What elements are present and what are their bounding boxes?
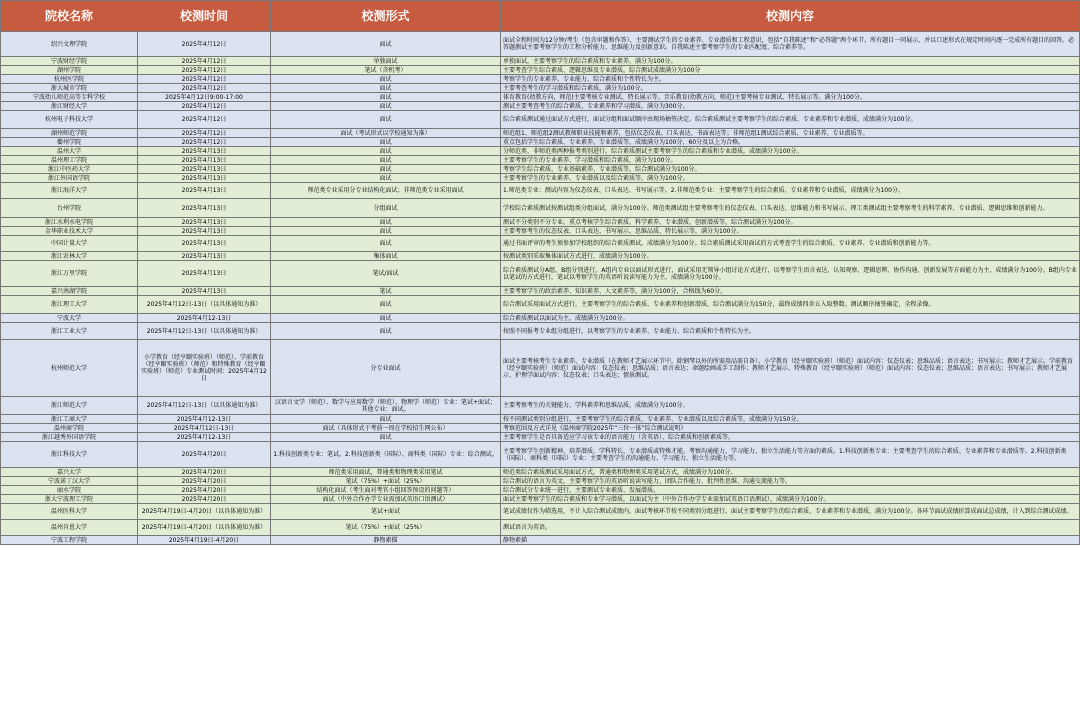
table-row bbox=[1, 129, 1080, 138]
test-form: 面试 bbox=[271, 433, 501, 442]
school-name: 湖州师范学院 bbox=[1, 129, 138, 138]
test-form: 结构化面试（考生面对考官小组回答预设的问题等） bbox=[271, 486, 501, 495]
table-row bbox=[1, 75, 1080, 84]
test-time: 2025年4月13日 bbox=[138, 156, 271, 165]
test-time: 2025年4月13日 bbox=[138, 199, 271, 218]
school-name: 浙江中医药大学 bbox=[1, 165, 138, 174]
test-time: 2025年4月12-13日 bbox=[138, 314, 271, 323]
school-name: 杭州医学院 bbox=[1, 75, 138, 84]
school-name: 浙大宁波理工学院 bbox=[1, 495, 138, 504]
test-content: 笔试成绩仅作为筛选用，不计入综合测试成绩内。面试考核环节按不同类别分组进行。面试主要考察学生的综合素质、专业素养和专业潜质，满分为100分。各环节面试成绩折算成面试总成绩，计入到综合测试成绩。 bbox=[501, 504, 1080, 520]
test-form: 面试 bbox=[271, 415, 501, 424]
school-name: 温州理工学院 bbox=[1, 156, 138, 165]
test-content: 主要考察学生是否具备适应学习该专业的语言能力（含英语）、综合素质和创新素质等。 bbox=[501, 433, 1080, 442]
test-time: 2025年4月13日 bbox=[138, 261, 271, 287]
test-time: 2025年4月12日 bbox=[138, 66, 271, 75]
table-row bbox=[1, 468, 1080, 477]
table-row bbox=[1, 340, 1080, 397]
table-row bbox=[1, 66, 1080, 75]
test-time: 2025年4月12日 bbox=[138, 138, 271, 147]
test-content: 静物素描 bbox=[501, 536, 1080, 545]
school-name: 浙江万里学院 bbox=[1, 261, 138, 287]
table-row bbox=[1, 183, 1080, 199]
test-time: 2025年4月13日 bbox=[138, 236, 271, 252]
test-time: 2025年4月12日-13日（以具体通知为准） bbox=[138, 397, 271, 415]
test-form: 分组面试 bbox=[271, 199, 501, 218]
test-time: 2025年4月13日 bbox=[138, 147, 271, 156]
test-time: 2025年4月13日 bbox=[138, 183, 271, 199]
test-content: 面试全程时间为12分钟/考生（包含审题和作答），主要测试学生的专业素养、专业潜质和工程意识，包括“自我陈述”和“必答题”两个环节。所有题目一同展示，并以口述形式在规定时间内逐一完成所有题目的回答。必答题测试主要考察学生的工程分析能力、思维能力及创新意识。自我陈述主要考察学生的专业匹配度、综合素养等。 bbox=[501, 32, 1080, 57]
table-row bbox=[1, 536, 1080, 545]
test-form: 面试 bbox=[271, 174, 501, 183]
school-name: 温州大学 bbox=[1, 147, 138, 156]
test-time: 2025年4月13日 bbox=[138, 174, 271, 183]
school-name: 浙江越秀外国语学院 bbox=[1, 433, 138, 442]
test-content: 面试主要考察学生的综合素质和专业学习潜质，以面试为主（中外合作办学专业需加试英语口语测试），成绩满分为100分。 bbox=[501, 495, 1080, 504]
test-content: 主要考察学生的专业素养、学习潜质和综合素质，满分为100分。 bbox=[501, 156, 1080, 165]
test-form: 单独面试 bbox=[271, 57, 501, 66]
school-name: 宁波财经学院 bbox=[1, 57, 138, 66]
school-name: 宁波诺丁汉大学 bbox=[1, 477, 138, 486]
test-time: 2025年4月19日-4月20日 bbox=[138, 536, 271, 545]
test-time: 2025年4月13日 bbox=[138, 252, 271, 261]
test-content: 主要考察学生的政治素养、知识素养、人文素养等，满分为100分，合格线为60分。 bbox=[501, 287, 1080, 296]
test-content: 综合素质测试通过面试方式进行，面试分组和面试顺序由现场抽签决定。综合素质测试主要考察学生的综合素质、专业素养和专业潜质，成绩满分为100分。 bbox=[501, 111, 1080, 129]
test-form: 面试（具体形式于考前一周在学校招生网公布） bbox=[271, 424, 501, 433]
school-name: 杭州电子科技大学 bbox=[1, 111, 138, 129]
test-time: 2025年4月12日 bbox=[138, 57, 271, 66]
test-content: 面试主要考核考生专业素养、专业潜质（在教师才艺展示环节中，除钢琴以外的所需用品需自备）。小学教育（经亨颐实验班）（师范）面试内容：仪态仪表；思维品质；语言表达；书写展示；教师才艺展示。学前教育（经亨颐实验班）（师范）面试内容：仪态仪表；思维品质；语言表达；命题绘画或手工制作；教师才艺展示、特殊教育（经亨颐实验班）（师范）面试内容：仪态仪表；思维品质；语言表达；书写展示；教师才艺展示、护理学面试内容：仪态仪表；口头表达；情景测试。 bbox=[501, 340, 1080, 397]
header-time: 校测时间 bbox=[138, 1, 271, 32]
table-row bbox=[1, 314, 1080, 323]
test-content: 测试不分类别不分专业，重点考核学生综合素质、科学素养、专业潜质、创新潜质等，综合测试满分为100分。 bbox=[501, 218, 1080, 227]
table-row bbox=[1, 252, 1080, 261]
school-name: 浙江工业大学 bbox=[1, 323, 138, 340]
test-time: 2025年4月19日-4月20日（以具体通知为准） bbox=[138, 520, 271, 536]
test-form: 面试 bbox=[271, 314, 501, 323]
school-name: 浙江农林大学 bbox=[1, 252, 138, 261]
test-content: 测试主要考查考生的综合素质、专业素养和学习潜质，满分为300分。 bbox=[501, 102, 1080, 111]
table-row bbox=[1, 287, 1080, 296]
test-form: 面试 bbox=[271, 236, 501, 252]
table-row bbox=[1, 424, 1080, 433]
school-name: 台州学院 bbox=[1, 199, 138, 218]
test-form: 笔试（75%）+面试（25%） bbox=[271, 520, 501, 536]
school-name: 中国计量大学 bbox=[1, 236, 138, 252]
school-name: 浙江财经大学 bbox=[1, 102, 138, 111]
test-time: 2025年4月13日 bbox=[138, 287, 271, 296]
table-row bbox=[1, 111, 1080, 129]
table-row bbox=[1, 236, 1080, 252]
school-name: 温州商学院 bbox=[1, 424, 138, 433]
test-form: 静物素描 bbox=[271, 536, 501, 545]
school-name: 浙江水利水电学院 bbox=[1, 218, 138, 227]
table-row bbox=[1, 32, 1080, 57]
school-name: 湖州学院 bbox=[1, 66, 138, 75]
test-time: 2025年4月12日 bbox=[138, 84, 271, 93]
test-content: 主要考查考生的学习潜质和综合素质，满分为100分。 bbox=[501, 84, 1080, 93]
test-content: 综合素质测试分A组、B组分别进行。A组内专业以面试形式进行，面试采用无领导小组讨论方式进行，以考察学生语言表达、认知观察、逻辑思辨、协作沟通、创新发展等方面能力为主，成绩满分为100分。B组内专业以笔试的方式进行，笔试以考察学生的英语听说读写能力为主，成绩满分为100分。 bbox=[501, 261, 1080, 287]
table-row bbox=[1, 433, 1080, 442]
test-form: 面试 bbox=[271, 218, 501, 227]
table-row bbox=[1, 218, 1080, 227]
test-form: 面试 bbox=[271, 147, 501, 156]
table-row bbox=[1, 296, 1080, 314]
school-name: 宁波工程学院 bbox=[1, 536, 138, 545]
test-form: 笔试 bbox=[271, 287, 501, 296]
test-time: 2025年4月12日-13日（以具体通知为准） bbox=[138, 296, 271, 314]
table-body bbox=[1, 32, 1080, 545]
test-content: 1.师范类专业：测试内容为仪态仪表、口头表达、书写展示等。2.非师范类专业：主要考察学生的综合素质、专业素养和专业潜质，成绩满分为100分。 bbox=[501, 183, 1080, 199]
test-content: 综合测试采用面试方式进行，主要考察学生的综合素质、专业素养和创新潜质，综合测试满分为150分，最终成绩四舍五入取整数。测试顺序抽签确定，全程录像。 bbox=[501, 296, 1080, 314]
table-row bbox=[1, 504, 1080, 520]
test-content: 主要考察考生的关键能力、学科素养和思维品质，成绩满分为100分。 bbox=[501, 397, 1080, 415]
test-time: 2025年4月12日-13日 bbox=[138, 424, 271, 433]
table-row bbox=[1, 84, 1080, 93]
school-name: 浙大城市学院 bbox=[1, 84, 138, 93]
school-name: 温州医科大学 bbox=[1, 504, 138, 520]
school-name: 温州肯恩大学 bbox=[1, 520, 138, 536]
test-content: 考察学生的专业素养、专业能力、综合素质和个性特长为主。 bbox=[501, 75, 1080, 84]
test-time: 2025年4月12-13日 bbox=[138, 415, 271, 424]
test-content: 师范组1、师范组2测试教师职业技能和素养，包括仪态仪表、口头表达、书面表达等；非师范组1测试综合素质、专业素养、专业潜质等。 bbox=[501, 129, 1080, 138]
school-name: 丽水学院 bbox=[1, 486, 138, 495]
test-form: 分专业面试 bbox=[271, 340, 501, 397]
test-time: 2025年4月12-13日 bbox=[138, 433, 271, 442]
test-content: 考察学生综合素质、专业基础素养、专业潜质等，综合测试满分为100分。 bbox=[501, 165, 1080, 174]
test-content: 综合测试分专业统一进行，主要测试专业素质、发展潜质。 bbox=[501, 486, 1080, 495]
test-form: 面试 bbox=[271, 156, 501, 165]
school-name: 嘉兴大学 bbox=[1, 468, 138, 477]
test-time: 2025年4月12日 bbox=[138, 129, 271, 138]
test-form: 笔试+面试 bbox=[271, 504, 501, 520]
test-time: 2025年4月12日 bbox=[138, 32, 271, 57]
test-form: 面试 bbox=[271, 138, 501, 147]
test-time: 2025年4月19日-4月20日（以具体通知为准） bbox=[138, 504, 271, 520]
test-time: 小学教育（经亨颐实验班）（师范）、学前教育（经亨颐实验班）（师范）和特殊教育（经亨颐实验班）（师范）专业测试时间：2025年4月12日 bbox=[138, 340, 271, 397]
test-content: 按照不同报考专业组分组进行，以考察学生的专业素养、专业能力、综合素质和个性特长为主。 bbox=[501, 323, 1080, 340]
table-row bbox=[1, 486, 1080, 495]
test-form: 面试（考试形式以学校通知为准） bbox=[271, 129, 501, 138]
table-row bbox=[1, 323, 1080, 340]
test-content: 通过书面评审的考生须参加学校组织的综合素质测试，成绩满分为100分。综合素质测试采用面试的方式考查学生的综合素质、专业素养、专业潜质和创新能力等。 bbox=[501, 236, 1080, 252]
table-row bbox=[1, 93, 1080, 102]
test-form: 笔试/面试 bbox=[271, 261, 501, 287]
school-name: 浙江海洋大学 bbox=[1, 183, 138, 199]
test-content: 主要考察学生的专业素养、专业潜质以及综合素质等，满分为100分。 bbox=[501, 174, 1080, 183]
test-form: 师范类专业采用分专业结构化面试；非师范类专业采用面试 bbox=[271, 183, 501, 199]
school-name: 浙江师范大学 bbox=[1, 397, 138, 415]
school-name: 嘉兴南湖学院 bbox=[1, 287, 138, 296]
test-form: 面试 bbox=[271, 296, 501, 314]
school-name: 金华职业技术大学 bbox=[1, 227, 138, 236]
school-name: 衢州学院 bbox=[1, 138, 138, 147]
test-form: 笔试（含机考） bbox=[271, 66, 501, 75]
test-time: 2025年4月12日9:00-17:00 bbox=[138, 93, 271, 102]
table-row bbox=[1, 227, 1080, 236]
table-row bbox=[1, 57, 1080, 66]
test-time: 2025年4月12日 bbox=[138, 111, 271, 129]
table-row bbox=[1, 156, 1080, 165]
table-row bbox=[1, 165, 1080, 174]
test-content: 测试语言为英语。 bbox=[501, 520, 1080, 536]
test-time: 2025年4月12日 bbox=[138, 75, 271, 84]
table-row bbox=[1, 199, 1080, 218]
header-form: 校测形式 bbox=[271, 1, 501, 32]
test-time: 2025年4月20日 bbox=[138, 468, 271, 477]
table-row bbox=[1, 495, 1080, 504]
table-row bbox=[1, 520, 1080, 536]
table-row bbox=[1, 174, 1080, 183]
table-row bbox=[1, 397, 1080, 415]
test-content: 主要考察考生的仪态仪表、口头表达、书写展示、思维品质、特长展示等，满分为100分。 bbox=[501, 227, 1080, 236]
school-name: 宁波大学 bbox=[1, 314, 138, 323]
school-name: 浙江理工大学 bbox=[1, 296, 138, 314]
test-content: 综合测试的语言为英文，主要考察学生的英语听说读写能力、团队合作能力、批判性思维、沟通交流能力等。 bbox=[501, 477, 1080, 486]
test-content: 体育教育(幼教方向，师范)主要考核专业测试、特长展示等。音乐教育(幼教方向，师范)主要考核专业测试、特长展示等。满分为100分。 bbox=[501, 93, 1080, 102]
table-row bbox=[1, 147, 1080, 156]
test-form: 面试 bbox=[271, 323, 501, 340]
header-school: 院校名称 bbox=[1, 1, 138, 32]
test-form: 面试 bbox=[271, 227, 501, 236]
test-form: 师范类采用面试，普通类和物理类采用笔试 bbox=[271, 468, 501, 477]
test-content: 考察范围及方式详见《温州商学院2025年“三位一体”综合测试说明》 bbox=[501, 424, 1080, 433]
table-row bbox=[1, 138, 1080, 147]
test-content: 主要考查学生综合素质、逻辑思维及专业潜质，综合测试成绩满分为100分 bbox=[501, 66, 1080, 75]
table-row bbox=[1, 102, 1080, 111]
test-time: 2025年4月13日 bbox=[138, 165, 271, 174]
test-form: 面试 bbox=[271, 32, 501, 57]
test-form: 面试（中外合作办学专业需加试英语口语测试） bbox=[271, 495, 501, 504]
test-time: 2025年4月13日 bbox=[138, 227, 271, 236]
test-form: 面试 bbox=[271, 75, 501, 84]
test-content: 重点包括学生综合素质、专业素养、专业潜质等，成绩满分为100分，60分及以上为合格。 bbox=[501, 138, 1080, 147]
table-row bbox=[1, 442, 1080, 468]
test-form: 面试 bbox=[271, 84, 501, 93]
header-content: 校测内容 bbox=[501, 1, 1080, 32]
test-content: 综合素质测试以面试为主，成绩满分为100分。 bbox=[501, 314, 1080, 323]
test-time: 2025年4月20日 bbox=[138, 442, 271, 468]
test-time: 2025年4月20日 bbox=[138, 486, 271, 495]
school-name: 绍兴文理学院 bbox=[1, 32, 138, 57]
test-form: 集体面试 bbox=[271, 252, 501, 261]
test-form: 面试 bbox=[271, 102, 501, 111]
table-row bbox=[1, 261, 1080, 287]
test-time: 2025年4月20日 bbox=[138, 495, 271, 504]
test-content: 按测试类别采取集体面试方式进行，成绩满分为100分。 bbox=[501, 252, 1080, 261]
header-row bbox=[1, 1, 1080, 32]
test-form: 面试 bbox=[271, 111, 501, 129]
school-name: 浙江外国语学院 bbox=[1, 174, 138, 183]
test-form: 笔试（75%）+面试（25%） bbox=[271, 477, 501, 486]
test-form: 面试 bbox=[271, 93, 501, 102]
test-form: 1.科技创新类专业：笔试。2.科技创新类（国际）、商科类（国际）专业：综合测试。 bbox=[271, 442, 501, 468]
test-form: 面试 bbox=[271, 165, 501, 174]
school-name: 浙江工商大学 bbox=[1, 415, 138, 424]
table-row bbox=[1, 477, 1080, 486]
test-time: 2025年4月13日 bbox=[138, 218, 271, 227]
school-name: 浙江科技大学 bbox=[1, 442, 138, 468]
test-content: 学校综合素质测试按测试组类分组面试，满分为100分。师范类测试组主要考察考生的仪态仪表、口头表达、思维能力和书写展示。理工类测试组主要考察考生的科学素养、专业潜质、逻辑思维和创新能力。 bbox=[501, 199, 1080, 218]
table-row bbox=[1, 415, 1080, 424]
school-name: 杭州师范大学 bbox=[1, 340, 138, 397]
test-content: 分师范类、非师范类两种报考类别进行。综合素质测试主要考察学生的综合素质和专业潜质，成绩满分为100分。 bbox=[501, 147, 1080, 156]
test-content: 单独面试，主要考察学生的综合素质和专业素养，满分为100分。 bbox=[501, 57, 1080, 66]
test-content: 师范类综合素质测试采用面试方式，普通类和物理类采用笔试方式，成绩满分为100分。 bbox=[501, 468, 1080, 477]
test-time: 2025年4月12日-13日（以具体通知为准） bbox=[138, 323, 271, 340]
test-content: 按不同测试类别分组进行，主要考察学生的综合素质、专业素养、专业潜质以及综合素质等，成绩满分为150分。 bbox=[501, 415, 1080, 424]
school-name: 宁波幼儿师范高等专科学校 bbox=[1, 93, 138, 102]
test-time: 2025年4月12日 bbox=[138, 102, 271, 111]
test-content: 主要考察学生创新精神，培养潜质、学科特长、专业潜质或特殊才能，考察沟通能力、学习能力、独立生活能力等方面的素质。1.科技创新类专业：主要考查学生的综合素质、专业素养和专业潜质等。2.科技创新类（国际）、商科类（国际）专业：主要考查学生的沟通能力、学习能力、独立生活能力等。 bbox=[501, 442, 1080, 468]
test-time: 2025年4月20日 bbox=[138, 477, 271, 486]
test-form: 汉语言文学（师范）、数学与应用数学（师范）、物理学（师范）专业：笔试+面试；其他专业：面试。 bbox=[271, 397, 501, 415]
